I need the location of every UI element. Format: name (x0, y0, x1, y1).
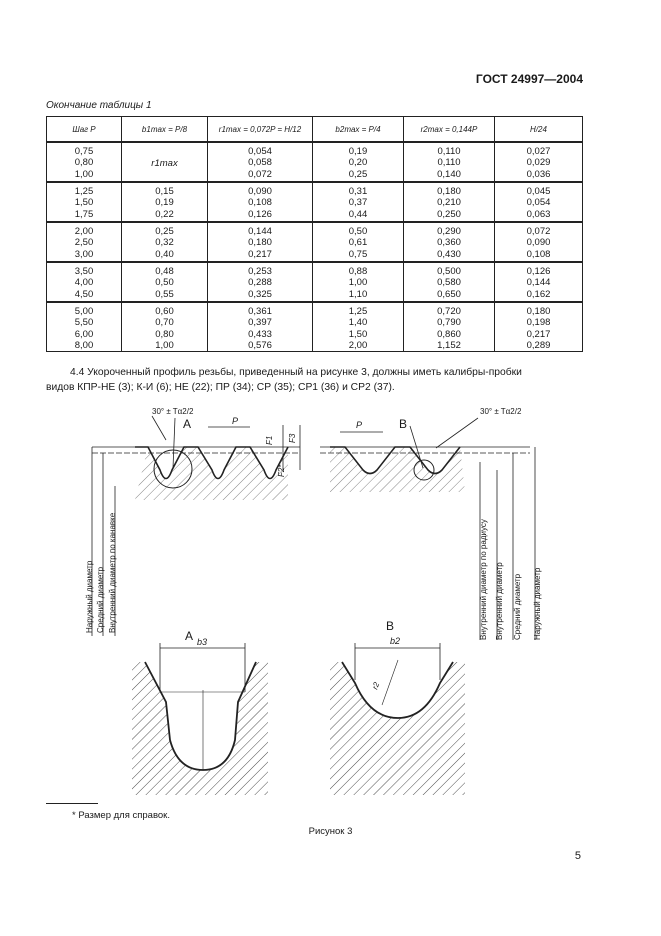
cell-value: 0,054 (248, 146, 272, 157)
cell-value: 6,00 (74, 328, 94, 340)
cell-value: 0,140 (437, 168, 461, 180)
f2-label: F2* (277, 464, 286, 477)
cell-value: 5,50 (74, 317, 94, 329)
col-header: b1max = P/8 (122, 117, 208, 143)
cell-value: 0,108 (526, 248, 551, 260)
cell-value: 0,25 (155, 226, 174, 237)
cell-value: 0,027 (526, 146, 551, 157)
cell-value: r1max (151, 157, 178, 169)
cell-value: 0,19 (348, 146, 368, 157)
col-header: Шаг P (47, 117, 122, 143)
cell-value: 1,75 (74, 208, 94, 220)
cell-value: 0,029 (526, 157, 551, 169)
cell-value: 0,860 (437, 328, 461, 340)
cell-value: 0,576 (248, 339, 272, 351)
b2-label: b2 (390, 636, 401, 646)
cell-value: 5,00 (74, 306, 94, 317)
cell-value: 1,00 (348, 277, 368, 289)
cell-value: 0,180 (526, 306, 551, 317)
cell-value: 0,090 (248, 186, 272, 197)
figure-caption: Рисунок 3 (308, 826, 353, 837)
cell-value: 0,22 (155, 208, 174, 220)
cell-value: 1,40 (348, 317, 368, 329)
col-header: H/24 (495, 117, 583, 143)
cell-value: 3,50 (74, 266, 94, 277)
detail-b (330, 619, 465, 795)
cell-value: 0,058 (248, 157, 272, 169)
thread-profile-left (85, 407, 300, 636)
left-diameter-label: Наружный диаметр (85, 560, 94, 633)
cell-value: 0,072 (526, 226, 551, 237)
col-header: r1max = 0,072P = H/12 (208, 117, 313, 143)
cell-value: 0,50 (348, 226, 368, 237)
pitch-label-left: P (232, 416, 239, 426)
cell-value: 0,253 (248, 266, 272, 277)
cell-value: 0,162 (526, 288, 551, 300)
cell-value: 0,110 (437, 146, 461, 157)
cell-value: 0,210 (437, 197, 461, 209)
cell-value: 0,289 (526, 339, 551, 351)
cell-value: 0,31 (348, 186, 368, 197)
table-caption: Окончание таблицы 1 (46, 100, 152, 111)
cell-value: 0,60 (155, 306, 174, 317)
cell-value: 0,25 (348, 168, 368, 180)
detail-b-label: B (399, 417, 408, 431)
right-diameter-label: Средний диаметр (513, 573, 522, 640)
cell-value: 8,00 (74, 339, 94, 351)
right-diameter-label: Внутренний диаметр (495, 562, 504, 640)
cell-value: 0,180 (248, 237, 272, 249)
detail-a-label: A (183, 417, 192, 431)
left-diameter-label: Средний диаметр (96, 566, 105, 633)
r2-label: r2 (370, 680, 382, 691)
detail-a (132, 629, 268, 795)
detail-a-title: A (185, 629, 194, 643)
right-diameter-label: Внутренний диаметр по радиусу (479, 519, 488, 640)
cell-value: 0,126 (526, 266, 551, 277)
cell-value: 0,88 (348, 266, 368, 277)
right-diameter-label: Наружный диаметр (533, 567, 542, 640)
cell-value: 1,00 (74, 168, 94, 180)
cell-value: 1,25 (74, 186, 94, 197)
cell-value: 0,072 (248, 168, 272, 180)
page-number: 5 (574, 850, 581, 862)
cell-value: 4,00 (74, 277, 94, 289)
cell-value: 0,054 (526, 197, 551, 209)
cell-value: 0,325 (248, 288, 272, 300)
cell-value: 0,580 (437, 277, 461, 289)
cell-value: 0,397 (248, 317, 272, 329)
cell-value: 0,790 (437, 317, 461, 329)
cell-value: 0,48 (155, 266, 174, 277)
cell-value: 0,036 (526, 168, 551, 180)
angle-label-right: 30° ± Tα2/2 (480, 407, 522, 416)
cell-value: 0,108 (248, 197, 272, 209)
cell-value: 0,37 (348, 197, 368, 209)
footnote-separator (46, 803, 98, 804)
left-diameter-label: Внутренний диаметр по канавке (108, 512, 117, 633)
angle-label-left: 30° ± Tα2/2 (152, 407, 194, 416)
cell-value: 1,50 (74, 197, 94, 209)
paragraph-line: видов КПР-НЕ (3); К-И (6); НЕ (22); ПР (34); СР (35); СР1 (36) и СР2 (37). (46, 382, 395, 393)
f3-label: F3 (288, 433, 297, 443)
cell-value: 2,00 (74, 226, 94, 237)
cell-value: 0,430 (437, 248, 461, 260)
cell-value: 2,00 (348, 339, 368, 351)
cell-value: 0,144 (526, 277, 551, 289)
cell-value: 0,650 (437, 288, 461, 300)
cell-value: 0,290 (437, 226, 461, 237)
cell-value: 1,152 (437, 339, 461, 351)
cell-value: 0,32 (155, 237, 174, 249)
paragraph-line: 4.4 Укороченный профиль резьбы, приведенный на рисунке 3, должны иметь калибры-пробки (70, 367, 522, 378)
standard-number: ГОСТ 24997—2004 (475, 72, 583, 86)
cell-value: 0,433 (248, 328, 272, 340)
cell-value: 0,55 (155, 288, 174, 300)
cell-value: 4,50 (74, 288, 94, 300)
cell-value: 0,80 (155, 328, 174, 340)
cell-value: 0,250 (437, 208, 461, 220)
cell-value: 0,44 (348, 208, 368, 220)
cell-value: 0,090 (526, 237, 551, 249)
cell-value: 0,217 (526, 328, 551, 340)
pitch-label-right: P (356, 420, 363, 430)
col-header: r2max = 0,144P (404, 117, 495, 143)
detail-b-title: B (386, 619, 395, 633)
cell-value: 1,50 (348, 328, 368, 340)
cell-value: 0,126 (248, 208, 272, 220)
cell-value: 0,144 (248, 226, 272, 237)
cell-value: 2,50 (74, 237, 94, 249)
f1-label: F1 (265, 435, 274, 445)
cell-value: 0,40 (155, 248, 174, 260)
cell-value: 3,00 (74, 248, 94, 260)
cell-value: 0,110 (437, 157, 461, 169)
cell-value: 0,180 (437, 186, 461, 197)
cell-value: 1,00 (155, 339, 174, 351)
cell-value: 1,25 (348, 306, 368, 317)
cell-value: 0,80 (74, 157, 94, 169)
cell-value: 1,10 (348, 288, 368, 300)
cell-value: 0,75 (348, 248, 368, 260)
footnote: * Размер для справок. (72, 810, 170, 821)
cell-value: 0,361 (248, 306, 272, 317)
cell-value: 0,15 (155, 186, 174, 197)
b3-label: b3 (197, 637, 208, 647)
cell-value: 0,20 (348, 157, 368, 169)
cell-value: 0,198 (526, 317, 551, 329)
cell-value: 0,720 (437, 306, 461, 317)
cell-value: 0,500 (437, 266, 461, 277)
col-header: b2max = P/4 (313, 117, 404, 143)
cell-value: 0,063 (526, 208, 551, 220)
cell-value: 0,50 (155, 277, 174, 289)
cell-value: 0,217 (248, 248, 272, 260)
cell-value: 0,70 (155, 317, 174, 329)
thread-profile-right (320, 407, 542, 640)
cell-value: 0,75 (74, 146, 94, 157)
cell-value: 0,61 (348, 237, 368, 249)
cell-value: 0,288 (248, 277, 272, 289)
cell-value: 0,19 (155, 197, 174, 209)
cell-value: 0,045 (526, 186, 551, 197)
cell-value: 0,360 (437, 237, 461, 249)
